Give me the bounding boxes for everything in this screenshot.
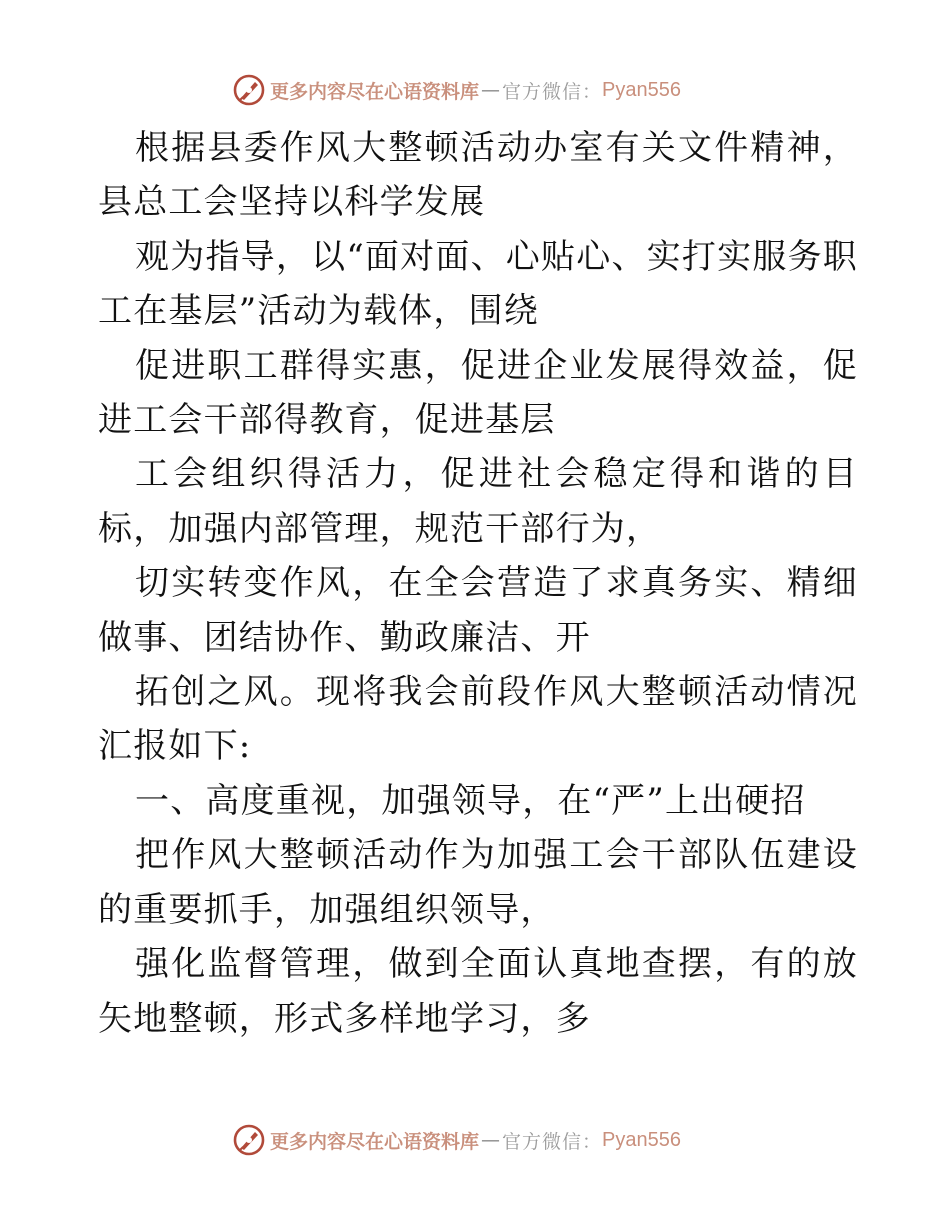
- paragraph: 工会组织得活力，促进社会稳定得和谐的目标，加强内部管理，规范干部行为，: [98, 454, 858, 549]
- watermark-separator: —: [481, 79, 501, 101]
- watermark-wechat-id: Pyan556: [602, 1128, 681, 1151]
- watermark-wechat-id: Pyan556: [602, 78, 681, 101]
- watermark-text: 更多内容尽在心语资料库: [270, 1130, 480, 1153]
- watermark-text: 更多内容尽在心语资料库: [270, 80, 480, 103]
- footer-watermark: [232, 1122, 681, 1158]
- paragraph: 促进职工群得实惠，促进企业发展得效益，促进工会干部得教育，促进基层: [98, 345, 858, 441]
- watermark-official-label: 官方微信：: [502, 80, 603, 103]
- quill-pen-logo-icon: [232, 73, 266, 107]
- paragraph: 拓创之风。现将我会前段作风大整顿活动情况汇报如下:: [98, 672, 858, 767]
- header-watermark: [232, 72, 681, 108]
- paragraph: 强化监督管理，做到全面认真地查摆，有的放矢地整顿，形式多样地学习，多: [98, 944, 858, 1039]
- watermark-official-label: 官方微信：: [502, 1130, 603, 1153]
- watermark-separator: —: [481, 1129, 501, 1151]
- section-heading: 一、高度重视，加强领导，在“严”上出硬招: [135, 780, 806, 821]
- paragraph: 根据县委作风大整顿活动办室有关文件精神，县总工会坚持以科学发展: [98, 128, 858, 223]
- paragraph: 切实转变作风，在全会营造了求真务实、精细做事、团结协作、勤政廉洁、开: [98, 563, 858, 658]
- document-body: [98, 121, 858, 1046]
- quill-pen-logo-icon: [232, 1123, 266, 1157]
- paragraph: 把作风大整顿活动作为加强工会干部队伍建设的重要抓手，加强组织领导，: [98, 835, 858, 930]
- paragraph: 观为指导，以“面对面、心贴心、实打实服务职工在基层”活动为载体，围绕: [98, 236, 858, 332]
